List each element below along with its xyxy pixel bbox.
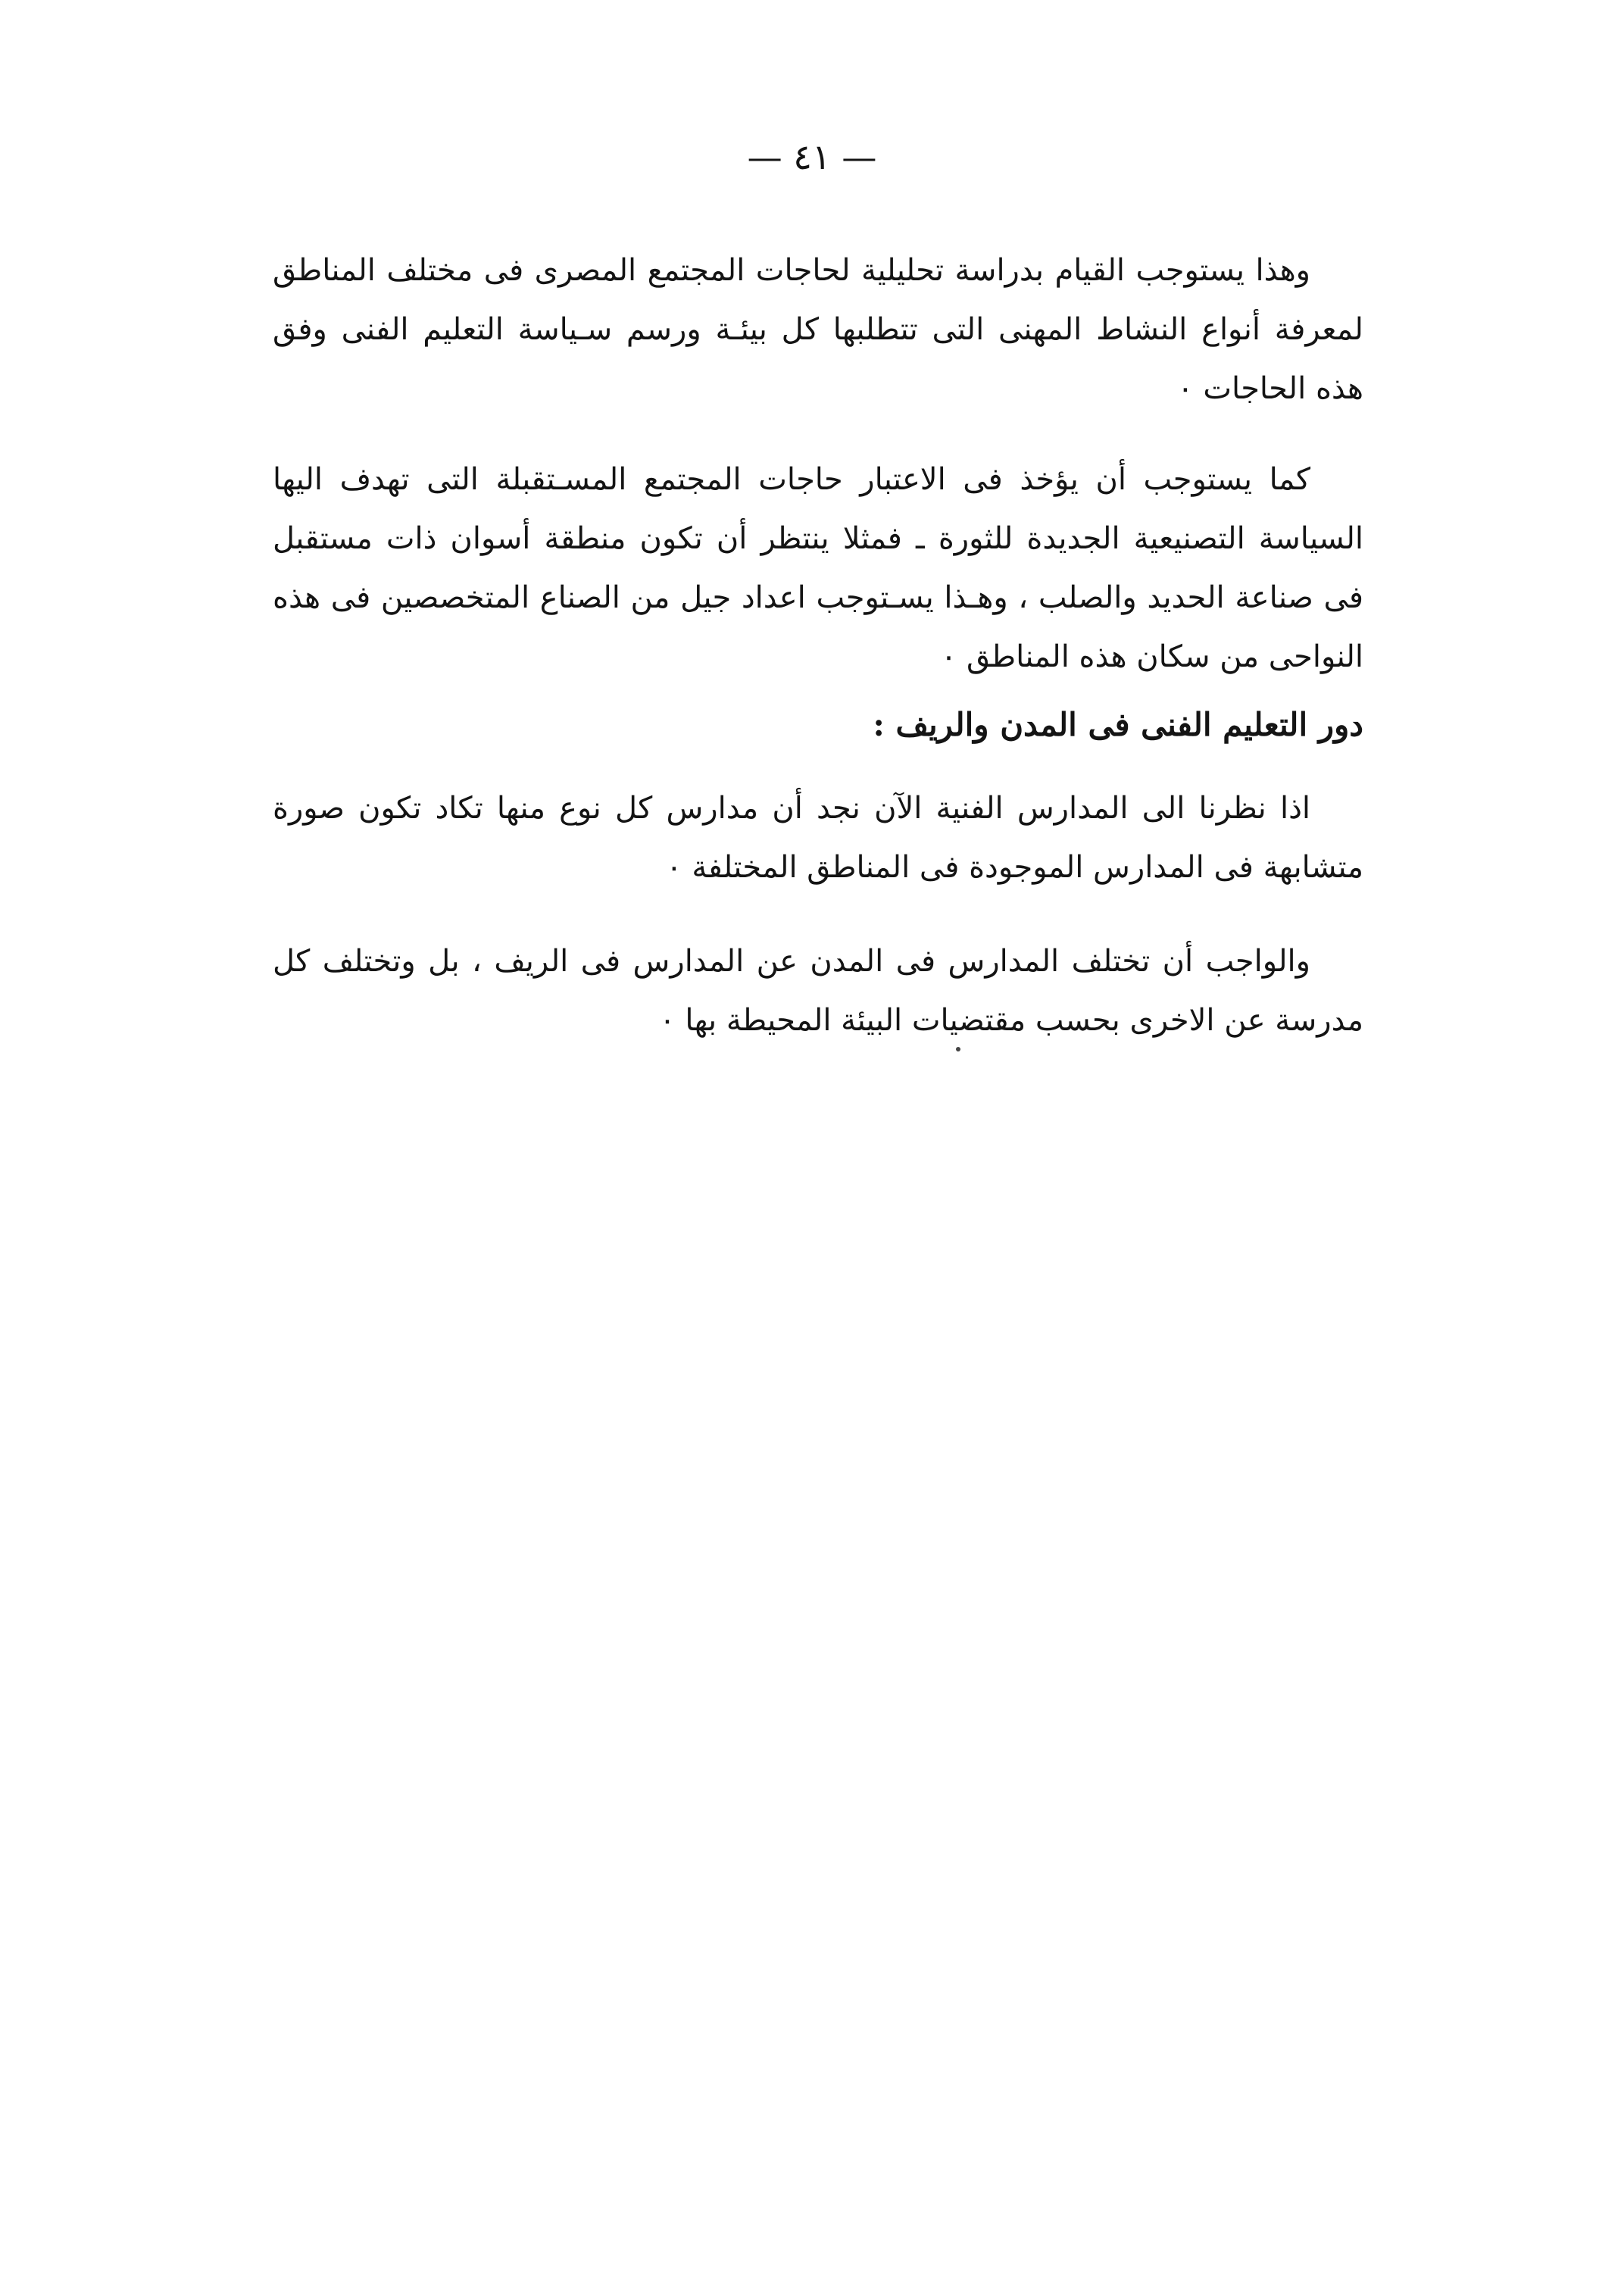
paragraph-text: كما يستوجب أن يؤخذ فى الاعتبار حاجات المجتمع المسـتقبلة التى تهدف اليها السياسة التصنيعية الجديدة للثورة ـ فمثلا ينتظر أن تكون منطقة أسوان ذات مستقبل فى صناعة الحديد والصلب ، وهـذا يسـتوجب اعداد جيل من الصناع المتخصصين فى هذه النواحى من سكان هذه المناطق ٠ (273, 462, 1363, 674)
scan-speck (956, 1047, 960, 1051)
paragraph-schools-similar (273, 779, 1363, 897)
paragraph-text: والواجب أن تختلف المدارس فى المدن عن المدارس فى الريف ، بل وتختلف كل مدرسة عن الاخرى بحسب مقتضيات البيئة المحيطة بها ٠ (273, 944, 1363, 1038)
paragraph-future-needs (273, 450, 1363, 686)
page-number: — ٤١ — (747, 136, 877, 177)
paragraph-text: وهذا يستوجب القيام بدراسة تحليلية لحاجات المجتمع المصرى فى مختلف المناطق لمعرفة أنواع النشاط المهنى التى تتطلبها كل بيئـة ورسم سـياسة التعليم الفنى وفق هذه الحاجات ٠ (273, 253, 1363, 406)
section-heading-text: دور التعليم الفنى فى المدن والريف : (873, 706, 1363, 743)
paragraph-needs-analysis (273, 241, 1363, 418)
paragraph-schools-differ (273, 932, 1363, 1050)
section-heading (273, 695, 1363, 755)
paragraph-text: اذا نظرنا الى المدارس الفنية الآن نجد أن مدارس كل نوع منها تكاد تكون صورة متشابهة فى المدارس الموجودة فى المناطق المختلفة ٠ (273, 791, 1363, 885)
